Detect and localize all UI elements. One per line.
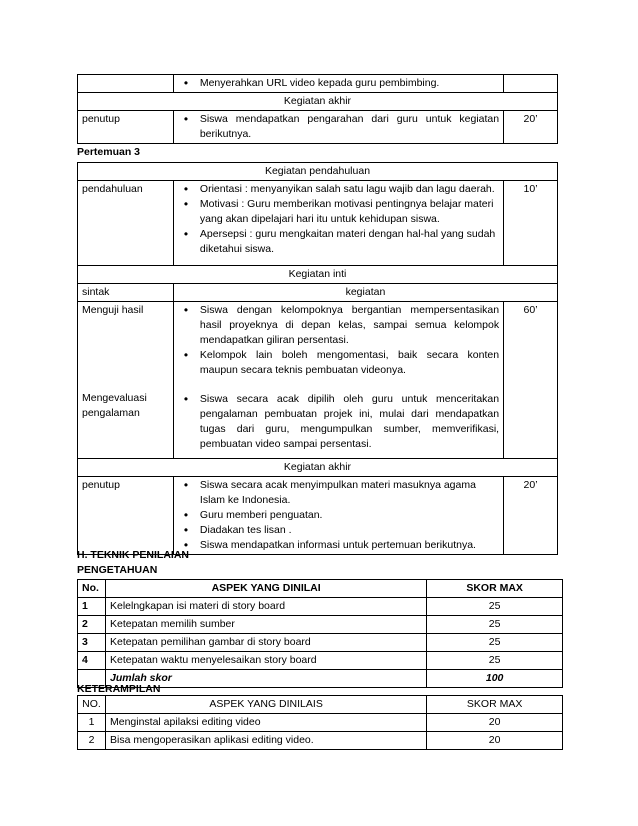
penutup-label: penutup (78, 477, 174, 555)
table-row (78, 696, 563, 714)
evaluasi-label: Mengevaluasi pengalaman (82, 392, 147, 419)
table-row (78, 111, 558, 144)
sintak-label: sintak (78, 284, 174, 302)
column-header: ASPEK YANG DINILAIS (105, 696, 426, 714)
pertemuan3-table (77, 162, 558, 555)
kegiatan-label: kegiatan (173, 284, 557, 302)
top-activity-table (77, 74, 558, 144)
table-row (78, 732, 563, 750)
table-row (78, 75, 558, 93)
aspek-cell: Ketepatan pemilihan gambar di story board (105, 634, 426, 652)
skor-cell: 20 (427, 714, 563, 732)
table-row (78, 598, 563, 616)
pertemuan-title: Pertemuan 3 (77, 146, 141, 158)
table-row (78, 652, 563, 670)
table-row (78, 266, 558, 284)
penutup-label: penutup (78, 111, 174, 144)
table-row (78, 634, 563, 652)
table-row (78, 616, 563, 634)
skor-cell: 20 (427, 732, 563, 750)
pendahuluan-label: pendahuluan (78, 181, 174, 266)
jumlah-label: Jumlah skor (105, 670, 426, 688)
skor-cell: 25 (427, 652, 563, 670)
table-row (78, 580, 563, 598)
kegiatan-inti-header: Kegiatan inti (78, 266, 558, 284)
pengetahuan-table (77, 579, 563, 688)
list-item: • Menyerahkan URL video kepada guru pembimbing. (178, 76, 499, 91)
list-item: • Motivasi : Guru memberikan motivasi pentingnya belajar materi yang akan dipelajari hari itu untuk kehidupan siswa. (178, 197, 499, 227)
row-number: 4 (78, 652, 106, 670)
column-header: SKOR MAX (427, 580, 563, 598)
table-row (78, 93, 558, 111)
table-row (78, 284, 558, 302)
aspek-cell: Kelelngkapan isi materi di story board (105, 598, 426, 616)
list-item: • Diadakan tes lisan . (178, 523, 499, 538)
row-number: 2 (78, 616, 106, 634)
aspek-cell: Bisa mengoperasikan aplikasi editing video. (105, 732, 426, 750)
teknik-heading: H. TEKNIK PENILAIAN (77, 549, 190, 561)
column-header: SKOR MAX (427, 696, 563, 714)
list-item: • Guru memberi penguatan. (178, 508, 499, 523)
time-value: 20’ (504, 477, 558, 555)
aspek-cell: Ketepatan memilih sumber (105, 616, 426, 634)
table-row (78, 477, 558, 555)
time-value: 60’ (504, 302, 558, 459)
kegiatan-akhir-header: Kegiatan akhir (78, 93, 558, 111)
column-header: NO. (78, 696, 106, 714)
keterampilan-table (77, 695, 563, 750)
menguji-label: Menguji hasil (82, 304, 144, 316)
kegiatan-akhir-header: Kegiatan akhir (78, 459, 558, 477)
row-number: 3 (78, 634, 106, 652)
list-item: • Kelompok lain boleh mengomentasi, baik secara konten maupun secara teknis pembuatan videonya. (178, 348, 499, 378)
column-header: ASPEK YANG DINILAI (105, 580, 426, 598)
column-header: No. (78, 580, 106, 598)
table-row (78, 302, 558, 459)
table-row (78, 163, 558, 181)
time-value: 10’ (504, 181, 558, 266)
kegiatan-pendahuluan-header: Kegiatan pendahuluan (78, 163, 558, 181)
skor-cell: 25 (427, 634, 563, 652)
jumlah-value: 100 (427, 670, 563, 688)
list-item: • Siswa dengan kelompoknya bergantian mempersentasikan hasil proyeknya di depan kelas, sampai semua kelompok mendapatkan giliran persentasi. (178, 303, 499, 348)
table-row (78, 181, 558, 266)
skor-cell: 25 (427, 598, 563, 616)
time-value: 20’ (504, 111, 558, 144)
table-row (78, 714, 563, 732)
aspek-cell: Ketepatan waktu menyelesaikan story board (105, 652, 426, 670)
row-number: 1 (78, 714, 106, 732)
row-number: 2 (78, 732, 106, 750)
skor-cell: 25 (427, 616, 563, 634)
list-item: • Orientasi : menyanyikan salah satu lagu wajib dan lagu daerah. (178, 182, 499, 197)
keterampilan-heading: KETERAMPILAN (77, 683, 161, 695)
table-row (78, 459, 558, 477)
list-item: • Apersepsi : guru mengkaitan materi dengan hal-hal yang sudah diketahui siswa. (178, 227, 499, 257)
pengetahuan-heading: PENGETAHUAN (77, 564, 158, 576)
list-item: • Siswa secara acak menyimpulkan materi masuknya agama Islam ke Indonesia. (178, 478, 499, 508)
list-item: • Siswa mendapatkan informasi untuk pertemuan berikutnya. (178, 538, 499, 553)
list-item: • Siswa mendapatkan pengarahan dari guru untuk kegiatan berikutnya. (178, 112, 499, 142)
aspek-cell: Menginstal apilaksi editing video (105, 714, 426, 732)
list-item: • Siswa secara acak dipilih oleh guru untuk menceritakan pengalaman pembuatan projek ini, mulai dari mendapatkan tugas dari guru, mengumpulkan sumber, memverifikasi, pembuatan video sampai persentasi. (178, 392, 499, 452)
row-number: 1 (78, 598, 106, 616)
